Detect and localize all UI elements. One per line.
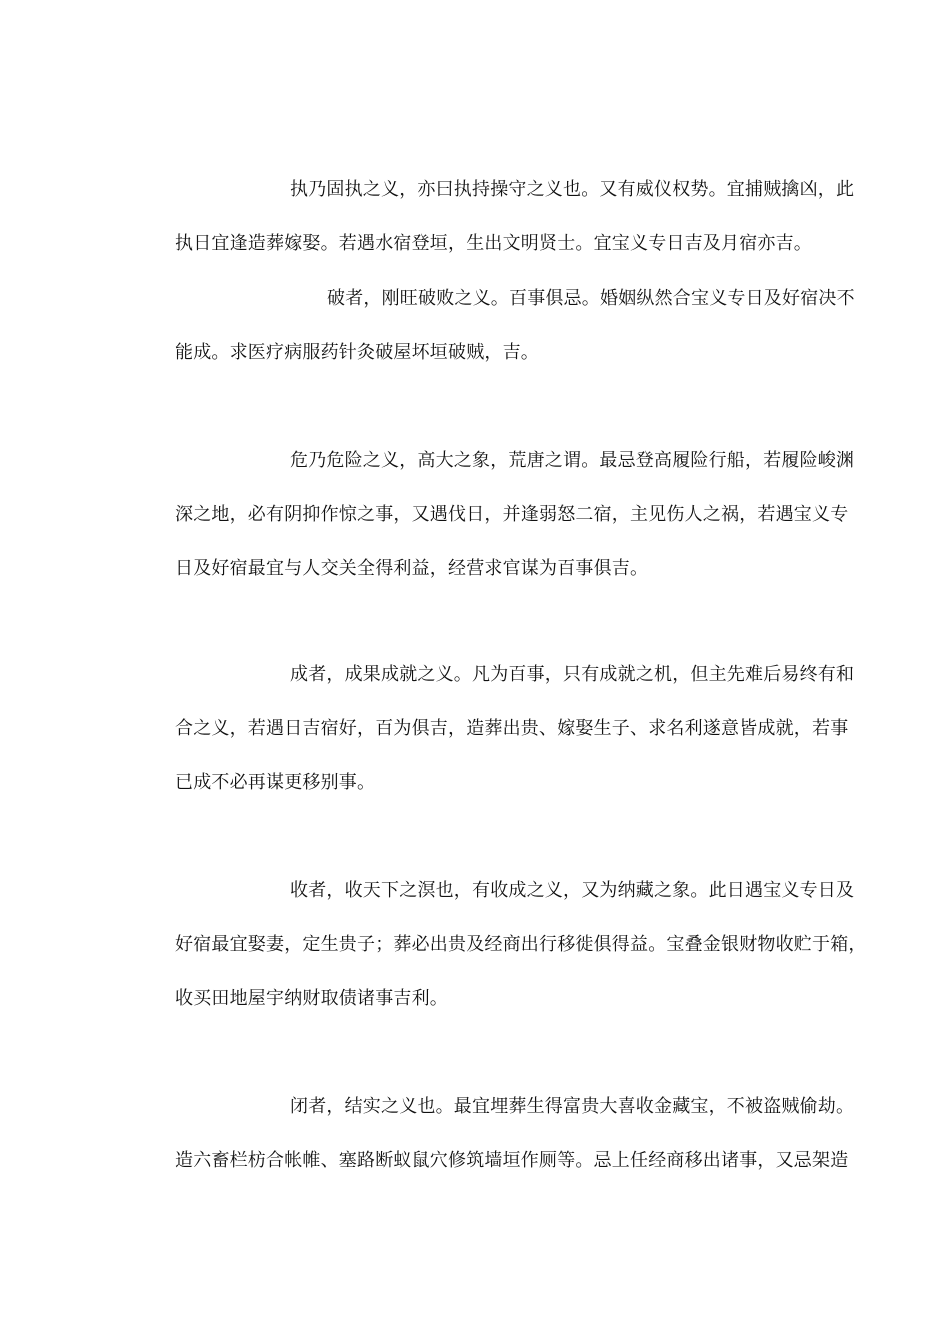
para-cheng-line-3: 已成不必再谋更移别事。 (175, 772, 376, 793)
para-zhi-line-1: 执乃固执之义，亦曰执持操守之义也。又有威仪权势。宜捕贼擒凶，此 (290, 179, 855, 200)
para-cheng-line-2: 合之义，若遇日吉宿好，百为俱吉，造葬出贵、嫁娶生子、求名利遂意皆成就，若事 (175, 718, 849, 739)
para-wei-line-1: 危乃危险之义，高大之象，荒唐之谓。最忌登高履险行船，若履险峻渊 (290, 450, 855, 471)
para-cheng-line-1: 成者，成果成就之义。凡为百事，只有成就之机，但主先难后易终有和 (290, 664, 855, 685)
para-bi-line-1: 闭者，结实之义也。最宜埋葬生得富贵大喜收金藏宝，不被盗贼偷劫。 (290, 1096, 855, 1117)
para-wei-line-2: 深之地，必有阴抑作惊之事，又遇伐日，并逢弱怒二宿，主见伤人之祸，若遇宝义专 (175, 504, 849, 525)
para-zhi-line-2: 执日宜逢造葬嫁娶。若遇水宿登垣，生出文明贤士。宜宝义专日吉及月宿亦吉。 (175, 233, 812, 254)
para-shou-line-3: 收买田地屋宇纳财取债诸事吉利。 (175, 988, 448, 1009)
para-po-line-1: 破者，刚旺破败之义。百事俱忌。婚姻纵然合宝义专日及好宿决不 (327, 288, 855, 309)
para-po-line-2: 能成。求医疗病服药针灸破屋坏垣破贼，吉。 (175, 342, 539, 363)
para-shou-line-1: 收者，收天下之溟也，有收成之义，又为纳藏之象。此日遇宝义专日及 (290, 880, 855, 901)
para-wei-line-3: 日及好宿最宜与人交关全得利益，经营求官谋为百事俱吉。 (175, 558, 649, 579)
para-bi-line-2: 造六畜栏枋合帐帷、塞路断蚁鼠穴修筑墙垣作厕等。忌上任经商移出诸事，又忌架造 (175, 1150, 849, 1171)
para-shou-line-2: 好宿最宜娶妻，定生贵子；葬必出贵及经商出行移徙俱得益。宝叠金银财物收贮于箱， (175, 934, 867, 955)
